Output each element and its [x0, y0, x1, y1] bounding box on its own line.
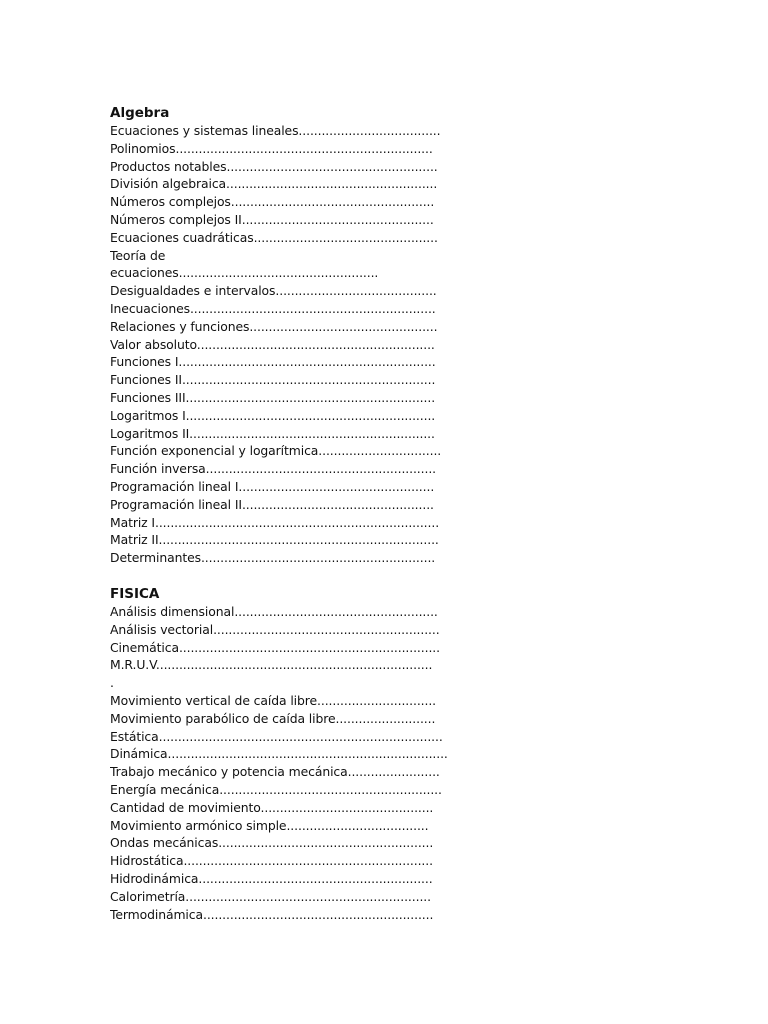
toc-entry: División algebraica.......................................................	[110, 176, 438, 192]
toc-entry: Relaciones y funciones.................................................	[110, 318, 438, 334]
toc-entry: Análisis vectorial...........................................................	[110, 621, 440, 637]
toc-entry: Dinámica.........................................................................	[110, 746, 448, 762]
toc-entry: Programación lineal I...................................................	[110, 478, 435, 494]
toc-entry: Cantidad de movimiento.............................................	[110, 799, 434, 815]
toc-entry: Análisis dimensional.....................................................	[110, 604, 438, 619]
toc-entry: Polinomios...................................................................	[110, 140, 433, 156]
toc-entry: Números complejos.....................................................	[110, 194, 435, 210]
toc-entry: Logaritmos I.................................................................	[110, 407, 436, 423]
toc-entry: Cinemática....................................................................	[110, 639, 440, 655]
toc-entry: Valor absoluto..............................................................	[110, 336, 435, 352]
algebra-toc-list	[110, 122, 450, 567]
toc-entry: ecuaciones....................................................	[110, 265, 379, 281]
toc-entry: Trabajo mecánico y potencia mecánica........................	[110, 764, 440, 780]
toc-entry: Movimiento vertical de caída libre...............................	[110, 692, 437, 708]
toc-entry: Números complejos II..................................................	[110, 211, 434, 227]
toc-entry: Programación lineal II..................................................	[110, 496, 434, 512]
toc-entry: Hidrodinámica.............................................................	[110, 870, 433, 886]
fisica-toc-list	[110, 603, 450, 923]
toc-entry: Determinantes.............................................................	[110, 550, 436, 566]
toc-entry: Desigualdades e intervalos..........................................	[110, 283, 437, 299]
toc-entry: Inecuaciones................................................................	[110, 300, 436, 316]
toc-entry: Ondas mecánicas........................................................	[110, 835, 434, 851]
toc-entry: Hidrostática.................................................................	[110, 853, 433, 869]
toc-entry: Termodinámica............................................................	[110, 906, 434, 922]
toc-entry: Teoría de	[110, 247, 166, 263]
toc-entry: Función inversa............................................................	[110, 461, 436, 477]
toc-entry: Energía mecánica..........................................................	[110, 781, 442, 797]
toc-entry: Calorimetría................................................................	[110, 888, 431, 904]
toc-entry: Matriz II.........................................................................	[110, 532, 439, 548]
toc-entry: Ecuaciones cuadráticas................................................	[110, 229, 438, 245]
toc-entry: Ecuaciones y sistemas lineales.....................................	[110, 123, 441, 138]
toc-entry: Matriz I..........................................................................	[110, 514, 440, 530]
toc-entry: Función exponencial y logarítmica................................	[110, 443, 442, 459]
toc-entry: Estática..........................................................................	[110, 728, 443, 744]
toc-entry: Movimiento parabólico de caída libre..........................	[110, 710, 436, 726]
algebra-heading: Algebra	[110, 105, 170, 121]
algebra-section	[110, 104, 450, 567]
fisica-heading: FISICA	[110, 586, 160, 602]
toc-entry: Productos notables.......................................................	[110, 158, 438, 174]
toc-entry: Funciones III.................................................................	[110, 389, 436, 405]
toc-entry: Funciones I...................................................................	[110, 354, 436, 370]
toc-entry: .	[110, 675, 114, 691]
fisica-section	[110, 585, 450, 923]
toc-entry: Logaritmos II................................................................	[110, 425, 435, 441]
toc-entry: Funciones II..................................................................	[110, 372, 436, 388]
toc-entry: M.R.U.V........................................................................	[110, 657, 433, 673]
toc-entry: Movimiento armónico simple.....................................	[110, 817, 429, 833]
